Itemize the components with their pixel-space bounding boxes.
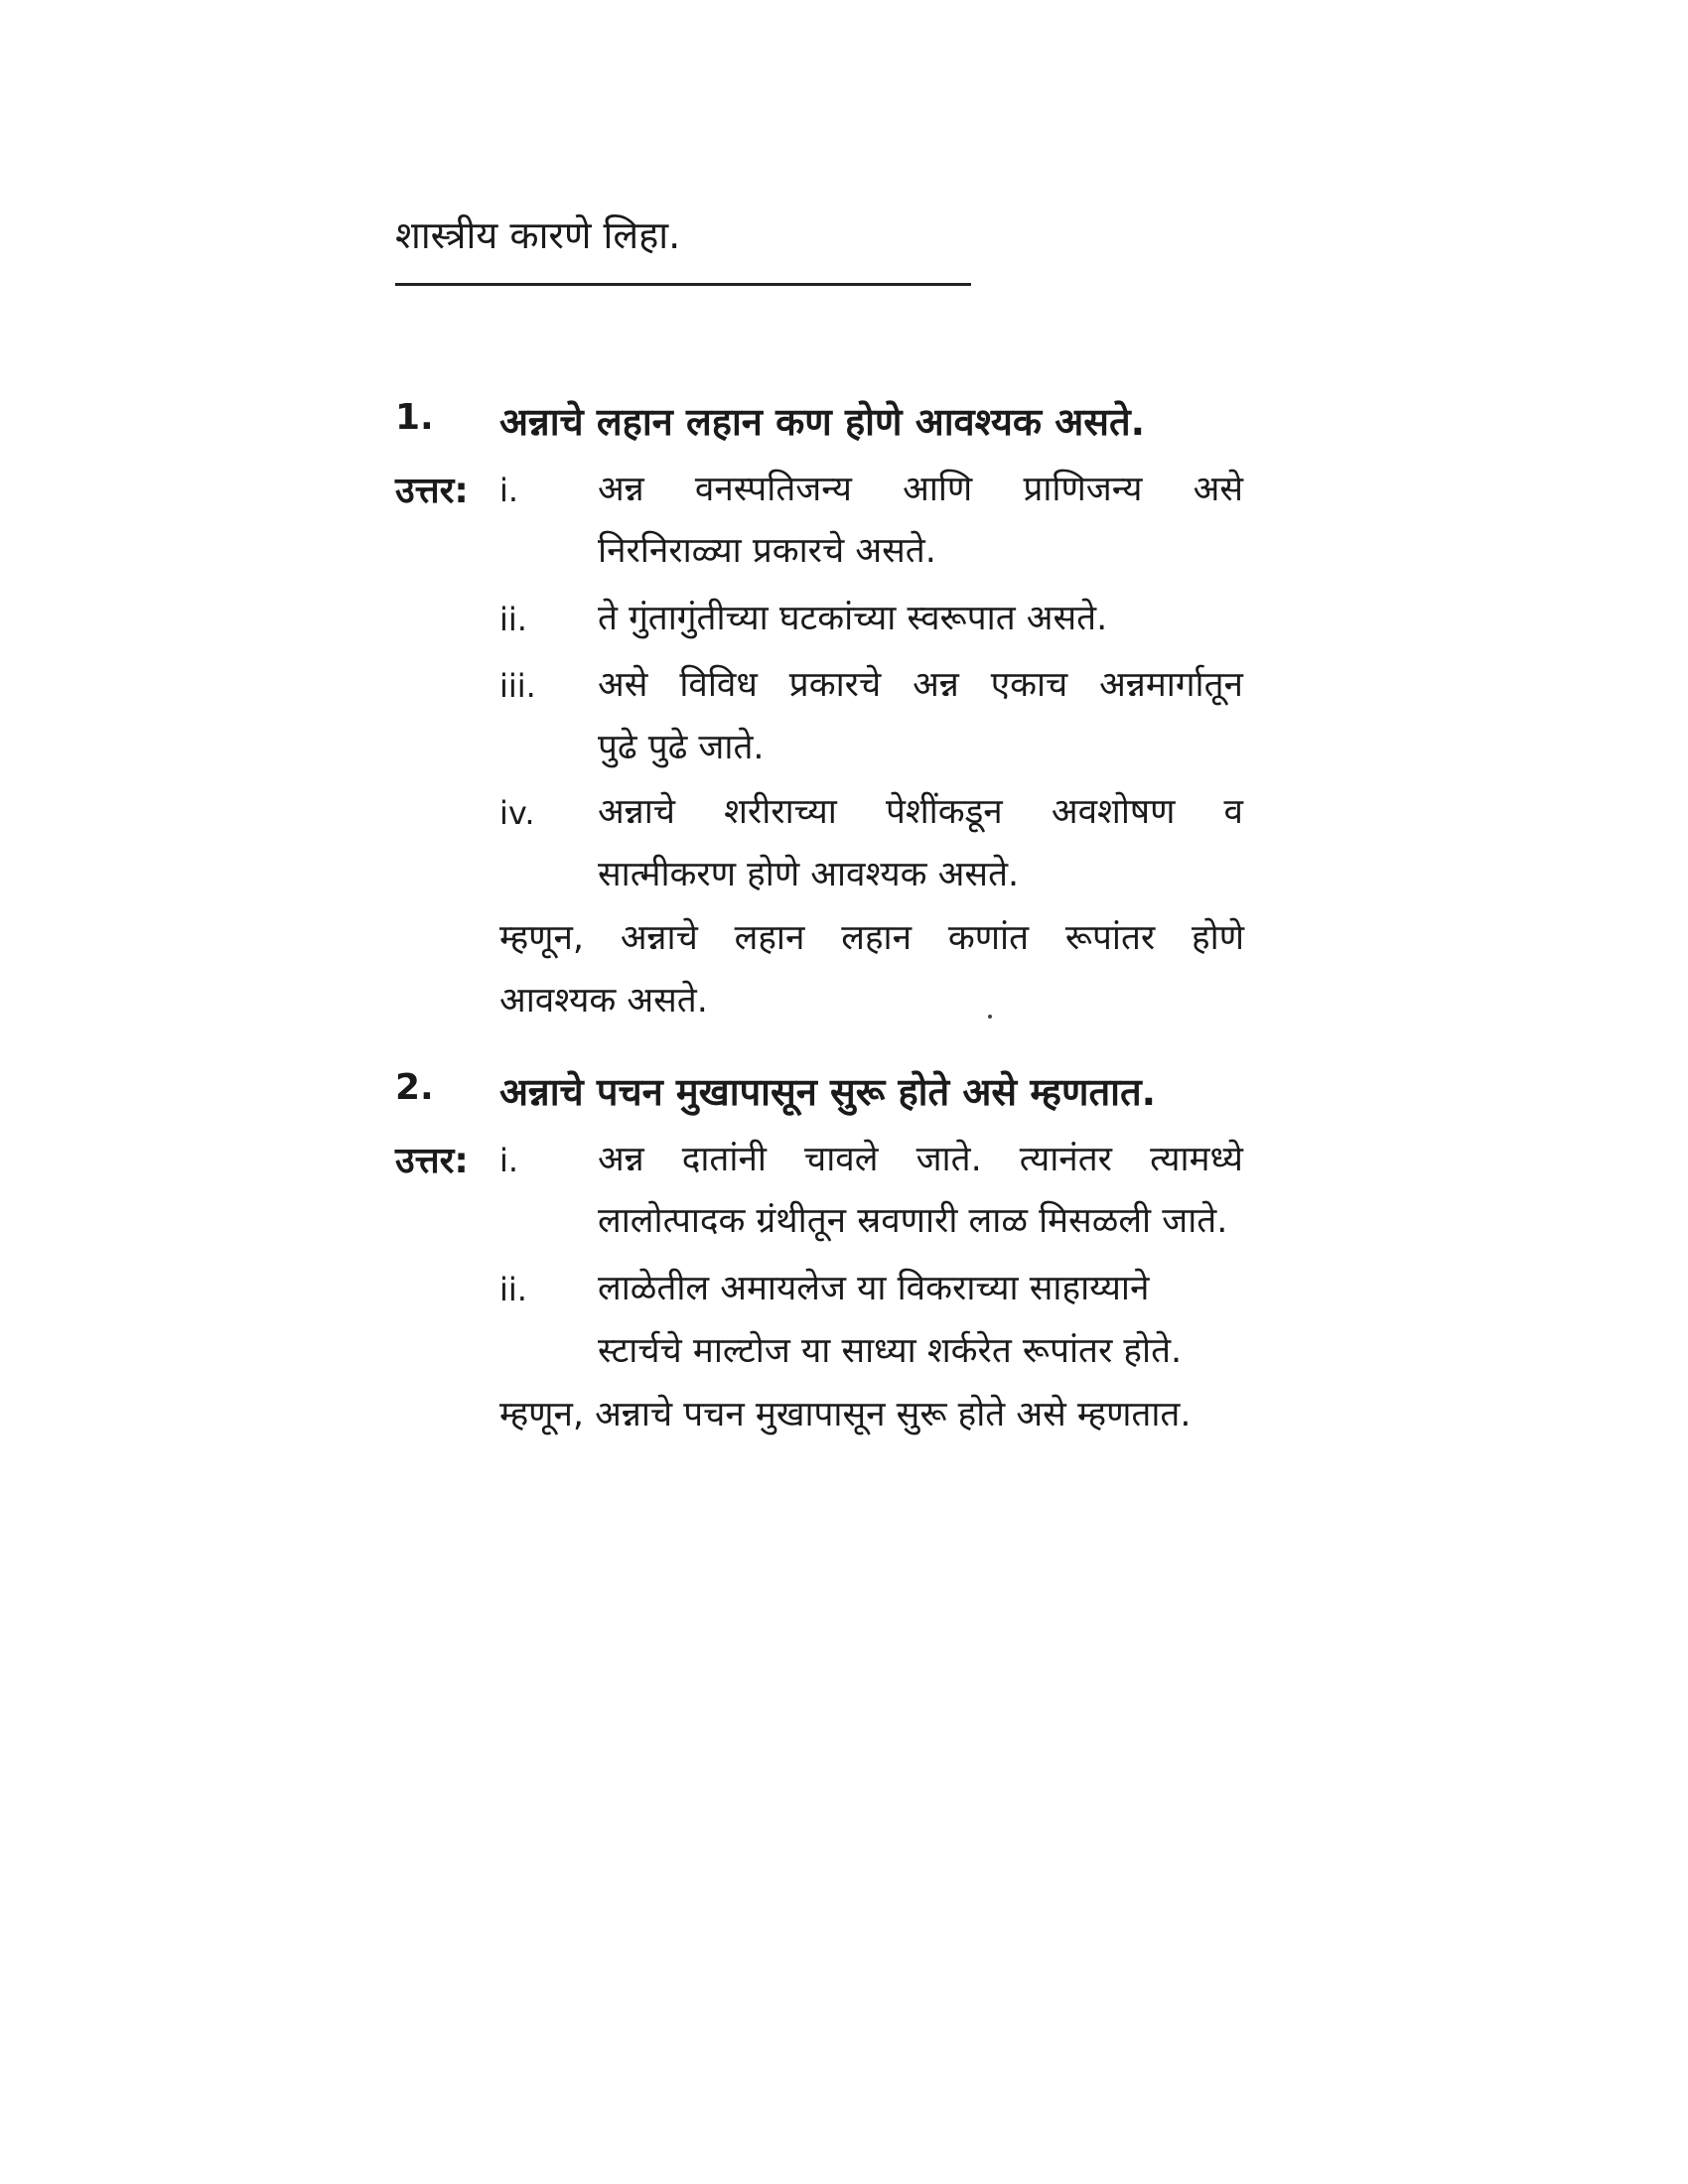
question-2-answer-label: उत्तर:	[395, 1141, 469, 1181]
q1-point-3-roman: iii.	[499, 667, 536, 705]
question-1-number: 1.	[395, 397, 434, 438]
q2-point-2-line-1: लाळेतील अमायलेज या विकराच्या साहाय्याने	[598, 1269, 1150, 1308]
q1-conclusion-line-1: म्हणून, अन्नाचे लहान लहान कणांत रूपांतर होणे	[499, 918, 1244, 958]
q2-conclusion-line-1: म्हणून, अन्नाचे पचन मुखापासून सुरू होते असे म्हणतात.	[499, 1395, 1192, 1434]
q1-point-1-roman: i.	[499, 472, 519, 509]
q2-point-2-line-2: स्टार्चचे माल्टोज या साध्या शर्करेत रूपांतर होते.	[598, 1331, 1183, 1371]
q1-point-2-roman: ii.	[499, 601, 527, 638]
q1-point-1-line-2: निरनिराळ्या प्रकारचे असते.	[598, 531, 936, 571]
scan-speck	[988, 1015, 992, 1019]
q2-point-1-roman: i.	[499, 1142, 519, 1179]
title-underline	[395, 283, 971, 286]
question-2-text: अन्नाचे पचन मुखापासून सुरू होते असे म्हणतात.	[499, 1070, 1157, 1114]
q1-point-3-line-2: पुढे पुढे जाते.	[598, 728, 765, 767]
q1-point-3-line-1: असे विविध प्रकारचे अन्न एकाच अन्नमार्गातून	[598, 665, 1243, 705]
q1-conclusion-line-2: आवश्यक असते.	[499, 981, 708, 1021]
page-title: शास्त्रीय कारणे लिहा.	[395, 213, 681, 257]
q2-point-2-roman: ii.	[499, 1271, 527, 1308]
question-1-text: अन्नाचे लहान लहान कण होणे आवश्यक असते.	[499, 400, 1146, 444]
q1-point-4-line-2: सात्मीकरण होणे आवश्यक असते.	[598, 855, 1020, 894]
q1-point-1-line-1: अन्न वनस्पतिजन्य आणि प्राणिजन्य असे	[598, 470, 1243, 509]
q1-point-4-roman: iv.	[499, 794, 535, 832]
q1-point-4-line-1: अन्नाचे शरीराच्या पेशींकडून अवशोषण व	[598, 792, 1243, 832]
q2-point-1-line-1: अन्न दातांनी चावले जाते. त्यानंतर त्यामध्ये	[598, 1140, 1243, 1179]
question-2-number: 2.	[395, 1067, 434, 1108]
q1-point-2-line-1: ते गुंतागुंतीच्या घटकांच्या स्वरूपात असते.	[598, 599, 1108, 638]
q2-point-1-line-2: लालोत्पादक ग्रंथीतून स्रवणारी लाळ मिसळली जाते.	[598, 1201, 1228, 1241]
question-1-answer-label: उत्तर:	[395, 471, 469, 511]
